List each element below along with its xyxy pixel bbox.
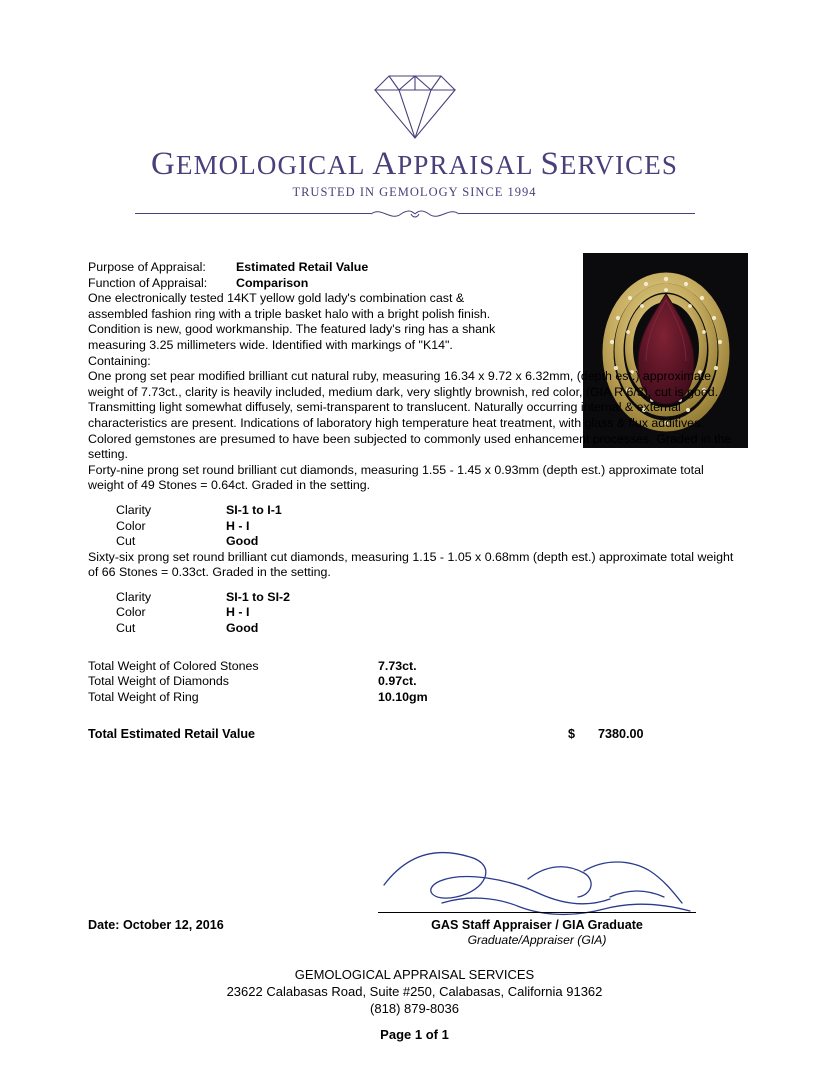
purpose-row bbox=[88, 260, 508, 276]
grand-total-currency: $ bbox=[568, 727, 576, 742]
spec-value: H - I bbox=[226, 605, 250, 620]
appraiser-title: GAS Staff Appraiser / GIA Graduate bbox=[431, 918, 643, 932]
company-title: GEMOLOGICAL APPRAISAL SERVICES bbox=[151, 146, 678, 182]
spec-label: Color bbox=[116, 518, 146, 533]
function-row bbox=[88, 276, 508, 292]
spec-label: Clarity bbox=[116, 589, 152, 604]
spec-row bbox=[116, 590, 748, 606]
total-label: Total Weight of Diamonds bbox=[88, 674, 229, 689]
page-number: Page 1 of 1 bbox=[380, 1027, 449, 1042]
grand-total-row bbox=[88, 727, 748, 743]
spec-value: SI-1 to SI-2 bbox=[226, 589, 291, 604]
total-label: Total Weight of Ring bbox=[88, 689, 199, 704]
spec-value: Good bbox=[226, 621, 259, 636]
grand-total-label: Total Estimated Retail Value bbox=[88, 727, 256, 742]
specs-66-table bbox=[116, 590, 748, 637]
flourish-ornament-icon bbox=[367, 204, 463, 226]
purpose-value: Estimated Retail Value bbox=[236, 260, 369, 274]
ruby-paragraph: One prong set pear modified brilliant cut natural ruby, measuring 16.34 x 9.72 x 6.32mm, (depth est.) approximate weight of 7.73ct., clarity is heavily included, medium dark, very slightly brownish, red color, (GIA R 6/3), cut is good. Transmitting light somewhat diffusely, semi-transparent to translucent. Naturally occurring internal & external characteristics are present. Indications of laboratory high temperature heat treatment, with glass & flux additives. Colored gemstones are presumed to have been subjected to commonly used enhancement processes. Graded in the setting. bbox=[88, 369, 732, 462]
footer-phone: (818) 879-8036 bbox=[370, 1001, 459, 1016]
header-divider bbox=[135, 204, 695, 226]
purpose-block bbox=[88, 260, 508, 291]
signature-line bbox=[378, 912, 696, 913]
document-body bbox=[88, 260, 748, 743]
appraisal-date: Date: October 12, 2016 bbox=[88, 918, 224, 932]
purpose-label: Purpose of Appraisal: bbox=[88, 260, 206, 274]
spec-row bbox=[116, 621, 748, 637]
company-tagline: TRUSTED IN GEMOLOGY SINCE 1994 bbox=[292, 185, 537, 199]
grand-total-amount: 7380.00 bbox=[598, 727, 644, 742]
total-row bbox=[88, 674, 748, 690]
letterhead bbox=[0, 66, 829, 226]
total-row bbox=[88, 690, 748, 706]
total-row bbox=[88, 659, 748, 675]
spec-label: Clarity bbox=[116, 502, 152, 517]
spec-row bbox=[116, 519, 748, 535]
function-label: Function of Appraisal: bbox=[88, 275, 208, 290]
function-value: Comparison bbox=[236, 275, 309, 290]
footer-company: GEMOLOGICAL APPRAISAL SERVICES bbox=[294, 967, 535, 982]
appraiser-credential: Graduate/Appraiser (GIA) bbox=[467, 933, 607, 947]
spec-value: SI-1 to I-1 bbox=[226, 502, 282, 517]
spec-row bbox=[116, 534, 748, 550]
total-value: 10.10gm bbox=[378, 689, 428, 704]
document-footer bbox=[0, 966, 829, 1043]
description-paragraph: One electronically tested 14KT yellow gold lady's combination cast & assembled fashion ring with a triple basket halo with a bright polish finish. Condition is new, good workmanship. The featured lady's ring has a shank measuring 3.25 millimeters wide. Identified with markings of "K14". Containing: bbox=[88, 291, 496, 368]
total-value: 7.73ct. bbox=[378, 658, 417, 673]
spec-row bbox=[116, 605, 748, 621]
total-label: Total Weight of Colored Stones bbox=[88, 658, 259, 673]
totals-table bbox=[88, 659, 748, 706]
diamonds-49-paragraph: Forty-nine prong set round brilliant cut diamonds, measuring 1.55 - 1.45 x 0.93mm (depth est.) approximate total weight of 49 Stones = 0.64ct. Graded in the setting. bbox=[88, 462, 704, 493]
total-value: 0.97ct. bbox=[378, 674, 417, 689]
diamonds-66-paragraph: Sixty-six prong set round brilliant cut diamonds, measuring 1.15 - 1.05 x 0.68mm (depth est.) approximate total weight of 66 Stones = 0.33ct. Graded in the setting. bbox=[88, 549, 734, 580]
spec-label: Cut bbox=[116, 534, 136, 549]
spec-row bbox=[116, 503, 748, 519]
spec-label: Color bbox=[116, 605, 146, 620]
signature-icon bbox=[378, 845, 698, 920]
spec-label: Cut bbox=[116, 621, 136, 636]
footer-address: 23622 Calabasas Road, Suite #250, Calabasas, California 91362 bbox=[226, 984, 603, 999]
diamond-icon bbox=[355, 66, 475, 144]
spec-value: H - I bbox=[226, 518, 250, 533]
spec-value: Good bbox=[226, 534, 259, 549]
specs-49-table bbox=[116, 503, 748, 550]
